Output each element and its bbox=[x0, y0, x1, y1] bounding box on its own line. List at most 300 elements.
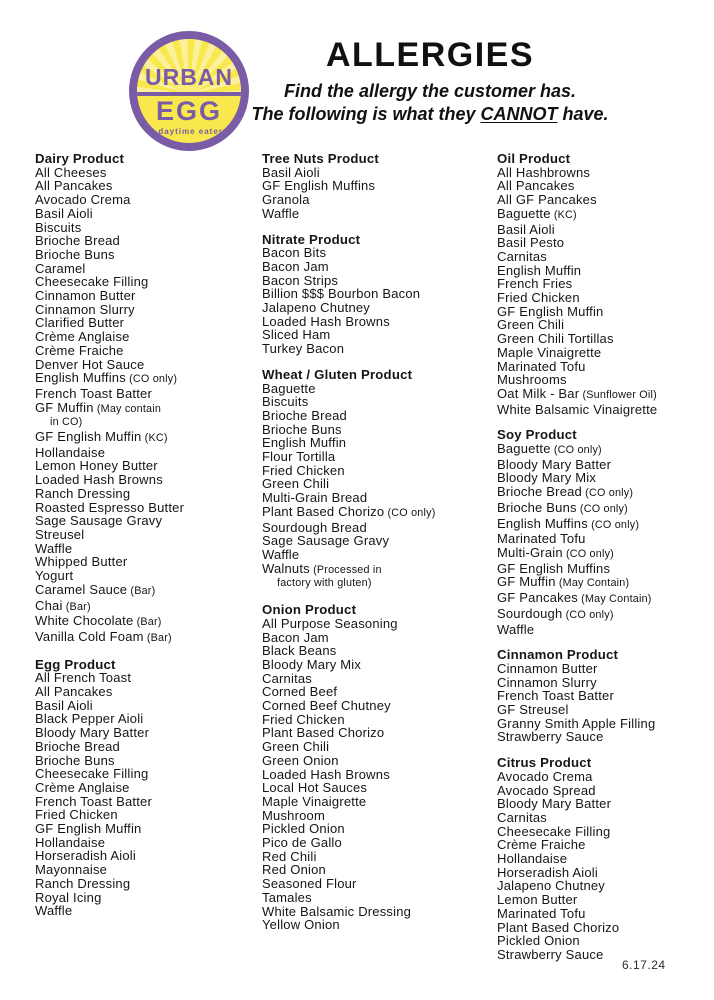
allergy-item bbox=[262, 863, 492, 877]
cannot-underlined-word: CANNOT bbox=[480, 103, 558, 124]
item-note: (CO only) bbox=[550, 444, 602, 457]
item-name: Fried Chicken bbox=[262, 462, 345, 478]
allergy-item bbox=[262, 850, 492, 864]
allergy-item bbox=[35, 473, 259, 487]
allergy-item bbox=[35, 207, 259, 221]
item-name: Tamales bbox=[262, 889, 312, 905]
allergy-item bbox=[497, 236, 713, 250]
allergy-item bbox=[497, 485, 713, 501]
item-note: (Processed in bbox=[309, 563, 382, 576]
item-name: Vanilla Cold Foam bbox=[35, 628, 144, 644]
allergy-item bbox=[497, 207, 713, 223]
column-right bbox=[497, 152, 713, 974]
item-name: Basil Pesto bbox=[497, 235, 565, 251]
item-note-continuation: factory with gluten) bbox=[277, 577, 372, 590]
item-name: Seasoned Flour bbox=[262, 876, 357, 892]
allergy-item bbox=[497, 811, 713, 825]
allergy-item bbox=[35, 528, 259, 542]
item-name: Carnitas bbox=[497, 809, 548, 825]
allergy-item bbox=[262, 699, 492, 713]
allergy-item bbox=[35, 863, 259, 877]
allergy-section bbox=[35, 658, 259, 918]
allergy-item bbox=[35, 234, 259, 248]
allergy-item bbox=[35, 487, 259, 501]
allergy-item bbox=[262, 685, 492, 699]
allergy-item bbox=[497, 676, 713, 690]
allergy-item bbox=[497, 193, 713, 207]
allergy-item bbox=[497, 532, 713, 546]
allergy-item bbox=[262, 315, 492, 329]
item-name: Corned Beef Chutney bbox=[262, 698, 391, 714]
allergy-item bbox=[262, 534, 492, 548]
allergy-item bbox=[497, 689, 713, 703]
item-name: All French Toast bbox=[35, 670, 132, 686]
item-note: (Bar) bbox=[127, 584, 156, 597]
item-name: Sage Sausage Gravy bbox=[35, 513, 163, 529]
item-note: (May contain bbox=[93, 402, 162, 415]
allergy-item bbox=[262, 658, 492, 672]
item-name: Bloody Mary Mix bbox=[497, 470, 597, 486]
allergy-item bbox=[35, 262, 259, 276]
item-name: Multi-Grain bbox=[497, 544, 563, 560]
item-name: Crème Fraiche bbox=[497, 837, 586, 853]
item-name: Corned Beef bbox=[262, 684, 338, 700]
allergy-item bbox=[497, 717, 713, 731]
allergy-section bbox=[497, 648, 713, 744]
allergy-item bbox=[262, 395, 492, 409]
allergy-item bbox=[262, 877, 492, 891]
item-name: Waffle bbox=[497, 621, 535, 637]
allergy-item bbox=[497, 797, 713, 811]
item-name: GF English Muffins bbox=[497, 560, 611, 576]
item-name: Green Chili bbox=[262, 476, 330, 492]
allergy-item bbox=[35, 289, 259, 303]
item-name: All Hashbrowns bbox=[497, 164, 591, 180]
item-name: Yellow Onion bbox=[262, 917, 340, 933]
item-name: Maple Vinaigrette bbox=[497, 344, 602, 360]
item-name: Billion $$$ Bourbon Bacon bbox=[262, 286, 421, 302]
allergy-item bbox=[262, 918, 492, 932]
allergy-item bbox=[35, 781, 259, 795]
item-note: (KC) bbox=[141, 432, 168, 445]
allergy-item bbox=[497, 458, 713, 472]
item-name: Brioche Buns bbox=[35, 752, 115, 768]
item-note: (CO only) bbox=[587, 518, 640, 531]
item-name: Avocado Spread bbox=[497, 782, 596, 798]
item-name: Loaded Hash Browns bbox=[35, 472, 163, 488]
allergy-item bbox=[262, 795, 492, 809]
section-heading: Dairy Product bbox=[35, 151, 125, 166]
allergy-section bbox=[497, 152, 713, 416]
item-name: Horseradish Aioli bbox=[35, 848, 136, 864]
allergy-item bbox=[35, 166, 259, 180]
subtitle-line-2-pre: The following is what they bbox=[251, 103, 481, 124]
allergy-item bbox=[262, 193, 492, 207]
item-name: Bacon Strips bbox=[262, 272, 339, 288]
allergy-item bbox=[262, 809, 492, 823]
item-name: Marinated Tofu bbox=[497, 358, 586, 374]
item-name: Chai bbox=[35, 597, 63, 613]
item-name: Red Onion bbox=[262, 862, 326, 878]
item-name: Granny Smith Apple Filling bbox=[497, 715, 656, 731]
allergy-item bbox=[497, 607, 713, 623]
item-name: Baguette bbox=[497, 205, 551, 221]
allergy-item bbox=[497, 921, 713, 935]
item-name: Royal Icing bbox=[35, 889, 102, 905]
allergy-item bbox=[497, 223, 713, 237]
item-name: GF English Muffins bbox=[262, 178, 376, 194]
item-name: Crème Anglaise bbox=[35, 779, 130, 795]
item-name: Yogurt bbox=[35, 568, 74, 584]
allergy-section bbox=[497, 756, 713, 962]
item-name: Caramel Sauce bbox=[35, 581, 128, 597]
item-note: (Sunflower Oil) bbox=[579, 388, 657, 401]
item-name: Cinnamon Butter bbox=[35, 288, 136, 304]
allergy-item bbox=[497, 291, 713, 305]
item-name: All Purpose Seasoning bbox=[262, 615, 398, 631]
allergy-item bbox=[35, 514, 259, 528]
allergy-item bbox=[35, 740, 259, 754]
item-note: (May Contain) bbox=[577, 593, 652, 606]
item-name: Brioche Buns bbox=[497, 499, 577, 515]
item-name: Plant Based Chorizo bbox=[497, 919, 620, 935]
allergy-item bbox=[35, 795, 259, 809]
subtitle-line-2-post: have. bbox=[557, 103, 609, 124]
allergy-item bbox=[35, 712, 259, 726]
allergy-section bbox=[262, 233, 492, 356]
allergy-item bbox=[497, 250, 713, 264]
allergy-item bbox=[35, 726, 259, 740]
item-note: (CO only) bbox=[562, 608, 614, 621]
item-name: Green Onion bbox=[262, 752, 339, 768]
item-name: Lemon Honey Butter bbox=[35, 458, 158, 474]
allergy-item bbox=[35, 754, 259, 768]
item-name: Baguette bbox=[262, 380, 316, 396]
item-name: Cinnamon Slurry bbox=[497, 674, 597, 690]
item-name: Baguette bbox=[497, 441, 551, 457]
item-name: Cheesecake Filling bbox=[35, 766, 149, 782]
allergy-section bbox=[262, 603, 492, 932]
item-note: (May Contain) bbox=[555, 577, 630, 590]
allergy-item bbox=[35, 767, 259, 781]
item-name: Sage Sausage Gravy bbox=[262, 533, 390, 549]
allergy-item bbox=[262, 822, 492, 836]
item-name: Avocado Crema bbox=[497, 768, 593, 784]
allergy-item bbox=[497, 770, 713, 784]
item-name: Mushrooms bbox=[497, 372, 567, 388]
allergy-item bbox=[262, 342, 492, 356]
section-heading: Citrus Product bbox=[497, 755, 592, 771]
item-name: Sliced Ham bbox=[262, 327, 331, 343]
item-name: All GF Pancakes bbox=[497, 192, 597, 208]
item-name: Cinnamon Butter bbox=[497, 660, 598, 676]
item-name: Whipped Butter bbox=[35, 554, 128, 570]
allergy-item bbox=[262, 274, 492, 288]
item-name: Flour Tortilla bbox=[262, 449, 336, 465]
allergy-item bbox=[35, 275, 259, 289]
allergy-item bbox=[35, 555, 259, 569]
allergy-item bbox=[35, 822, 259, 836]
item-note: (CO only) bbox=[562, 547, 614, 560]
allergy-item bbox=[497, 838, 713, 852]
item-name: Basil Aioli bbox=[497, 221, 555, 237]
allergy-item bbox=[35, 904, 259, 918]
item-note-continuation: in CO) bbox=[50, 416, 83, 429]
allergy-item bbox=[262, 491, 492, 505]
item-name: Horseradish Aioli bbox=[497, 864, 598, 880]
allergy-item bbox=[497, 784, 713, 798]
item-name: Fried Chicken bbox=[497, 290, 580, 306]
allergy-item bbox=[35, 401, 259, 430]
item-name: GF Muffin bbox=[497, 574, 556, 590]
item-name: Multi-Grain Bread bbox=[262, 490, 368, 506]
allergy-item bbox=[497, 948, 713, 962]
item-name: Plant Based Chorizo bbox=[262, 725, 385, 741]
item-name: Black Pepper Aioli bbox=[35, 711, 144, 727]
allergy-item bbox=[35, 221, 259, 235]
item-name: Pickled Onion bbox=[497, 933, 580, 949]
item-name: French Toast Batter bbox=[497, 688, 615, 704]
item-name: Sourdough Bread bbox=[262, 519, 367, 535]
allergy-item bbox=[497, 575, 713, 591]
allergy-item bbox=[497, 907, 713, 921]
item-name: Black Beans bbox=[262, 643, 337, 659]
item-name: Hollandaise bbox=[497, 851, 568, 867]
header bbox=[245, 38, 615, 125]
allergy-item bbox=[497, 332, 713, 346]
item-name: Strawberry Sauce bbox=[497, 729, 604, 745]
allergy-item bbox=[262, 328, 492, 342]
allergy-section bbox=[497, 428, 713, 636]
item-name: Green Chili bbox=[497, 317, 565, 333]
allergy-item bbox=[497, 501, 713, 517]
item-name: Streusel bbox=[35, 526, 85, 542]
allergy-section bbox=[35, 152, 259, 646]
allergy-item bbox=[497, 825, 713, 839]
item-name: Biscuits bbox=[35, 219, 82, 235]
item-name: Brioche Bread bbox=[35, 738, 120, 754]
allergy-item bbox=[262, 644, 492, 658]
allergy-item bbox=[35, 849, 259, 863]
allergy-item bbox=[35, 358, 259, 372]
item-name: Lemon Butter bbox=[497, 892, 578, 908]
allergy-item bbox=[497, 387, 713, 403]
item-name: Pico de Gallo bbox=[262, 835, 342, 851]
allergy-item bbox=[497, 562, 713, 576]
item-name: French Fries bbox=[497, 276, 573, 292]
allergy-item bbox=[262, 423, 492, 437]
item-name: All Pancakes bbox=[35, 178, 113, 194]
item-name: Basil Aioli bbox=[35, 205, 93, 221]
allergy-item bbox=[497, 934, 713, 948]
allergy-item bbox=[497, 373, 713, 387]
item-name: White Balsamic Vinaigrette bbox=[497, 401, 658, 417]
allergy-item bbox=[35, 877, 259, 891]
item-name: Clarified Butter bbox=[35, 315, 125, 331]
item-name: Avocado Crema bbox=[35, 192, 131, 208]
item-note: (KC) bbox=[550, 208, 577, 221]
subtitle-line-2 bbox=[245, 103, 615, 126]
page-title: ALLERGIES bbox=[325, 36, 535, 74]
allergy-item bbox=[497, 179, 713, 193]
item-name: Bloody Mary Mix bbox=[262, 656, 362, 672]
allergy-item bbox=[497, 305, 713, 319]
item-name: White Balsamic Dressing bbox=[262, 903, 412, 919]
item-name: Hollandaise bbox=[35, 444, 106, 460]
item-name: Basil Aioli bbox=[262, 164, 320, 180]
allergy-item bbox=[262, 521, 492, 535]
section-heading: Tree Nuts Product bbox=[262, 151, 379, 166]
item-name: Ranch Dressing bbox=[35, 485, 131, 501]
item-name: Brioche Bread bbox=[497, 484, 582, 500]
item-name: Biscuits bbox=[262, 394, 309, 410]
item-name: Walnuts bbox=[262, 560, 310, 576]
item-name: Red Chili bbox=[262, 848, 317, 864]
allergy-item bbox=[497, 866, 713, 880]
item-name: Ranch Dressing bbox=[35, 875, 131, 891]
allergy-item bbox=[262, 768, 492, 782]
item-name: Pickled Onion bbox=[262, 821, 345, 837]
item-name: All Cheeses bbox=[35, 164, 107, 180]
allergy-item bbox=[35, 248, 259, 262]
allergy-item bbox=[262, 166, 492, 180]
allergy-item bbox=[35, 685, 259, 699]
allergy-item bbox=[35, 630, 259, 646]
allergy-item bbox=[262, 409, 492, 423]
item-name: Jalapeno Chutney bbox=[497, 878, 605, 894]
allergy-item bbox=[35, 316, 259, 330]
allergy-item bbox=[35, 344, 259, 358]
item-name: GF English Muffin bbox=[35, 429, 142, 445]
allergy-item bbox=[35, 808, 259, 822]
item-name: Crème Fraiche bbox=[35, 342, 124, 358]
item-name: Cheesecake Filling bbox=[497, 823, 611, 839]
item-name: Bloody Mary Batter bbox=[497, 796, 612, 812]
item-name: Marinated Tofu bbox=[497, 905, 586, 921]
allergy-item bbox=[262, 754, 492, 768]
allergy-item bbox=[497, 360, 713, 374]
item-name: Crème Anglaise bbox=[35, 329, 130, 345]
allergy-item bbox=[262, 477, 492, 491]
item-name: Waffle bbox=[35, 903, 73, 919]
item-name: Fried Chicken bbox=[35, 807, 118, 823]
item-name: GF Pancakes bbox=[497, 590, 578, 606]
item-name: Cheesecake Filling bbox=[35, 274, 149, 290]
item-name: Brioche Buns bbox=[262, 421, 342, 437]
item-name: GF Streusel bbox=[497, 702, 569, 718]
allergy-item bbox=[262, 672, 492, 686]
section-heading: Onion Product bbox=[262, 602, 357, 618]
item-name: Carnitas bbox=[262, 670, 313, 686]
section-heading: Soy Product bbox=[497, 427, 577, 443]
logo-text-egg: EGG bbox=[155, 96, 222, 126]
allergy-item bbox=[35, 542, 259, 556]
item-name: Bacon Jam bbox=[262, 629, 329, 645]
revision-date: 6.17.24 bbox=[622, 958, 666, 972]
allergy-item bbox=[35, 193, 259, 207]
logo-tagline: a daytime eatery bbox=[149, 127, 229, 136]
allergy-item bbox=[35, 179, 259, 193]
allergy-item bbox=[35, 891, 259, 905]
allergy-item bbox=[262, 287, 492, 301]
section-heading: Wheat / Gluten Product bbox=[262, 366, 413, 382]
item-name: English Muffin bbox=[262, 435, 347, 451]
allergy-item bbox=[35, 501, 259, 515]
allergy-item bbox=[35, 430, 259, 446]
item-name: Fried Chicken bbox=[262, 711, 345, 727]
item-name: Bacon Bits bbox=[262, 245, 327, 261]
item-note: (CO only) bbox=[581, 487, 634, 500]
subtitle-line-1: Find the allergy the customer has. bbox=[283, 81, 577, 101]
item-name: English Muffin bbox=[497, 262, 582, 278]
item-name: Green Chili Tortillas bbox=[497, 331, 614, 347]
allergy-item bbox=[262, 179, 492, 193]
allergy-item bbox=[262, 207, 492, 221]
item-name: Mushroom bbox=[262, 807, 326, 823]
allergy-item bbox=[262, 260, 492, 274]
allergy-item bbox=[35, 330, 259, 344]
item-name: French Toast Batter bbox=[35, 385, 153, 401]
item-name: Sourdough bbox=[497, 605, 563, 621]
item-name: Carnitas bbox=[497, 248, 548, 264]
allergy-item bbox=[35, 446, 259, 460]
allergy-item bbox=[497, 277, 713, 291]
allergy-item bbox=[35, 699, 259, 713]
item-name: Caramel bbox=[35, 260, 86, 276]
allergy-item bbox=[262, 505, 492, 521]
item-name: Plant Based Chorizo bbox=[262, 503, 385, 519]
allergy-item bbox=[497, 852, 713, 866]
item-note: (Bar) bbox=[133, 616, 162, 629]
allergy-item bbox=[262, 905, 492, 919]
item-name: All Pancakes bbox=[497, 178, 575, 194]
item-name: Brioche Bread bbox=[262, 407, 347, 423]
item-name: Hollandaise bbox=[35, 834, 106, 850]
allergy-item bbox=[35, 371, 259, 387]
allergy-item bbox=[497, 517, 713, 533]
column-left bbox=[35, 152, 259, 930]
section-heading: Nitrate Product bbox=[262, 231, 361, 247]
item-name: Oat Milk - Bar bbox=[497, 385, 580, 401]
allergy-item bbox=[35, 614, 259, 630]
allergy-item bbox=[262, 781, 492, 795]
item-name: English Muffins bbox=[497, 515, 588, 531]
allergy-item bbox=[262, 464, 492, 478]
allergy-item bbox=[497, 264, 713, 278]
item-name: Brioche Bread bbox=[35, 233, 120, 249]
allergy-item bbox=[497, 546, 713, 562]
allergy-item bbox=[35, 459, 259, 473]
item-name: GF English Muffin bbox=[497, 303, 604, 319]
item-name: Local Hot Sauces bbox=[262, 780, 368, 796]
item-name: Bloody Mary Batter bbox=[497, 456, 612, 472]
allergy-item bbox=[497, 442, 713, 458]
item-name: Marinated Tofu bbox=[497, 531, 586, 547]
allergy-item bbox=[35, 599, 259, 615]
allergy-item bbox=[497, 879, 713, 893]
item-name: Loaded Hash Browns bbox=[262, 313, 390, 329]
item-name: Bacon Jam bbox=[262, 258, 329, 274]
allergy-item bbox=[35, 569, 259, 583]
urban-egg-logo bbox=[129, 31, 249, 151]
item-note: (CO only) bbox=[576, 502, 628, 515]
allergy-item bbox=[262, 548, 492, 562]
allergy-item bbox=[262, 631, 492, 645]
item-name: Waffle bbox=[35, 540, 73, 556]
allergy-item bbox=[262, 562, 492, 591]
item-name: Basil Aioli bbox=[35, 697, 93, 713]
allergy-item bbox=[262, 301, 492, 315]
